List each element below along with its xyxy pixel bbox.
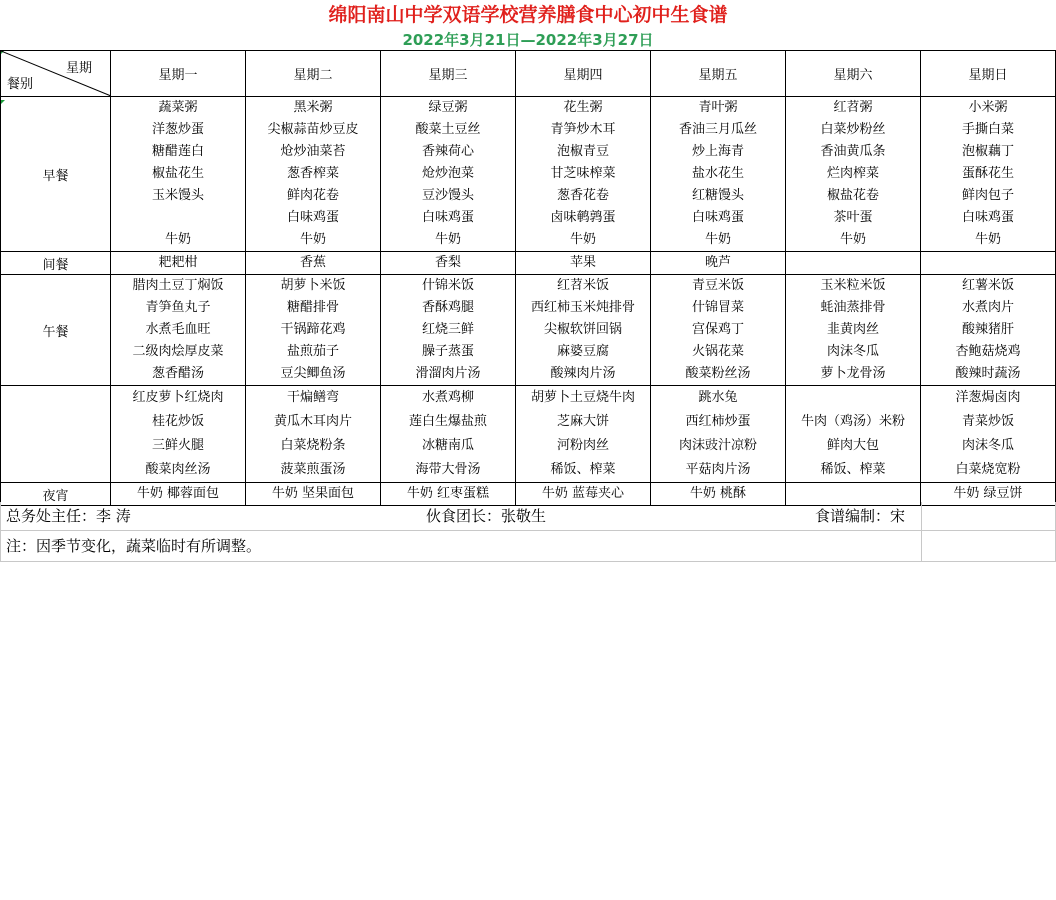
menu-item: 肉沫冬瓜 — [786, 341, 921, 363]
menu-item: 臊子蒸蛋 — [381, 341, 516, 363]
dinner-row — [1, 410, 1056, 434]
menu-item: 酸菜肉丝汤 — [111, 458, 246, 483]
menu-item: 青菜炒饭 — [921, 410, 1056, 434]
menu-item: 牛肉（鸡汤）米粉 — [786, 410, 921, 434]
day-header: 星期日 — [921, 51, 1056, 97]
breakfast-row — [1, 163, 1056, 185]
menu-table — [0, 50, 1056, 506]
menu-item: 白味鸡蛋 — [246, 207, 381, 229]
lunch-row — [1, 319, 1056, 341]
menu-item: 蚝油蒸排骨 — [786, 297, 921, 319]
menu-item: 什锦米饭 — [381, 275, 516, 298]
menu-item: 胡萝卜土豆烧牛肉 — [516, 386, 651, 411]
breakfast-label: 早餐 — [1, 97, 111, 252]
header-corner — [1, 51, 111, 97]
menu-item: 玉米馒头 — [111, 185, 246, 207]
menu-item: 炝炒油菜苔 — [246, 141, 381, 163]
menu-item: 红苕米饭 — [516, 275, 651, 298]
menu-item: 稀饭、榨菜 — [516, 458, 651, 483]
day-header: 星期三 — [381, 51, 516, 97]
menu-item: 水煮鸡柳 — [381, 386, 516, 411]
director-label: 总务处主任：李 涛 — [6, 507, 131, 525]
menu-item: 白菜烧粉条 — [246, 434, 381, 458]
menu-item: 牛奶 — [111, 229, 246, 252]
menu-item: 白味鸡蛋 — [921, 207, 1056, 229]
menu-item: 桂花炒饭 — [111, 410, 246, 434]
menu-item: 什锦冒菜 — [651, 297, 786, 319]
menu-item: 二级肉烩厚皮菜 — [111, 341, 246, 363]
menu-item: 盐煎茄子 — [246, 341, 381, 363]
menu-item: 跳水兔 — [651, 386, 786, 411]
breakfast-row — [1, 141, 1056, 163]
menu-item: 香油黄瓜条 — [786, 141, 921, 163]
dinner-row — [1, 434, 1056, 458]
menu-item: 青笋鱼丸子 — [111, 297, 246, 319]
breakfast-row — [1, 119, 1056, 141]
menu-item: 炝炒泡菜 — [381, 163, 516, 185]
divider — [921, 502, 922, 562]
menu-item: 宫保鸡丁 — [651, 319, 786, 341]
menu-item: 白味鸡蛋 — [651, 207, 786, 229]
menu-item: 香辣荷心 — [381, 141, 516, 163]
menu-item: 盐水花生 — [651, 163, 786, 185]
menu-item: 麻婆豆腐 — [516, 341, 651, 363]
menu-item: 白菜炒粉丝 — [786, 119, 921, 141]
menu-item: 酸辣肉片汤 — [516, 363, 651, 386]
menu-item: 香油三月瓜丝 — [651, 119, 786, 141]
menu-item: 泡椒藕丁 — [921, 141, 1056, 163]
menu-item: 干锅蹄花鸡 — [246, 319, 381, 341]
menu-item: 水煮毛血旺 — [111, 319, 246, 341]
menu-item: 甘芝味榨菜 — [516, 163, 651, 185]
menu-item: 鲜肉包子 — [921, 185, 1056, 207]
breakfast-row — [1, 207, 1056, 229]
menu-item: 洋葱焗卤肉 — [921, 386, 1056, 411]
lunch-label: 午餐 — [1, 275, 111, 386]
menu-item: 西红柿炒蛋 — [651, 410, 786, 434]
menu-item: 红苕粥 — [786, 97, 921, 120]
divider — [0, 530, 1056, 531]
menu-item: 稀饭、榨菜 — [786, 458, 921, 483]
menu-item: 鲜肉大包 — [786, 434, 921, 458]
menu-item: 酸辣猪肝 — [921, 319, 1056, 341]
weekday-label: 星期 — [65, 61, 92, 76]
menu-item: 糖醋莲白 — [111, 141, 246, 163]
menu-item: 白味鸡蛋 — [381, 207, 516, 229]
menu-item: 豆尖鲫鱼汤 — [246, 363, 381, 386]
menu-item: 三鲜火腿 — [111, 434, 246, 458]
menu-item: 香酥鸡腿 — [381, 297, 516, 319]
menu-item: 火锅花菜 — [651, 341, 786, 363]
dinner-row — [1, 386, 1056, 411]
menu-item: 晚芦 — [651, 252, 786, 275]
menu-item: 滑溜肉片汤 — [381, 363, 516, 386]
menu-item: 卤味鹌鹑蛋 — [516, 207, 651, 229]
menu-item: 胡萝卜米饭 — [246, 275, 381, 298]
menu-item: 西红柿玉米炖排骨 — [516, 297, 651, 319]
menu-item: 菠菜煎蛋汤 — [246, 458, 381, 483]
menu-item: 青叶粥 — [651, 97, 786, 120]
night-snack-label: 夜宵 — [1, 483, 111, 506]
menu-item: 绿豆粥 — [381, 97, 516, 120]
day-header: 星期二 — [246, 51, 381, 97]
page-title: 绵阳南山中学双语学校营养膳食中心初中生食谱 — [328, 4, 728, 26]
lunch-row — [1, 297, 1056, 319]
menu-item: 酸菜土豆丝 — [381, 119, 516, 141]
menu-item: 葱香醋汤 — [111, 363, 246, 386]
menu-item: 牛奶 — [516, 229, 651, 252]
menu-item: 牛奶 红枣蛋糕 — [381, 483, 516, 506]
menu-item: 牛奶 — [246, 229, 381, 252]
menu-item: 河粉肉丝 — [516, 434, 651, 458]
menu-item: 椒盐花卷 — [786, 185, 921, 207]
breakfast-row — [1, 97, 1056, 120]
day-header: 星期五 — [651, 51, 786, 97]
menu-item — [921, 252, 1056, 275]
menu-item: 香蕉 — [246, 252, 381, 275]
menu-item: 肉沫冬瓜 — [921, 434, 1056, 458]
menu-item: 牛奶 桃酥 — [651, 483, 786, 506]
menu-item: 黑米粥 — [246, 97, 381, 120]
menu-item: 耙耙柑 — [111, 252, 246, 275]
menu-item: 牛奶 — [921, 229, 1056, 252]
menu-item: 青笋炒木耳 — [516, 119, 651, 141]
snack-label: 间餐 — [1, 252, 111, 275]
day-header: 星期一 — [111, 51, 246, 97]
menu-item: 苹果 — [516, 252, 651, 275]
day-header: 星期四 — [516, 51, 651, 97]
menu-item: 萝卜龙骨汤 — [786, 363, 921, 386]
menu-item: 红皮萝卜红烧肉 — [111, 386, 246, 411]
menu-item — [786, 386, 921, 411]
menu-item: 小米粥 — [921, 97, 1056, 120]
category-label: 餐别 — [7, 77, 34, 92]
menu-item: 酸辣时蔬汤 — [921, 363, 1056, 386]
header-row — [1, 51, 1056, 97]
menu-item: 玉米粒米饭 — [786, 275, 921, 298]
compiler-label: 食谱编制：宋 — [815, 507, 906, 525]
menu-item: 酸菜粉丝汤 — [651, 363, 786, 386]
menu-item: 白菜烧宽粉 — [921, 458, 1056, 483]
lunch-row — [1, 341, 1056, 363]
menu-item: 青豆米饭 — [651, 275, 786, 298]
divider — [0, 502, 1, 562]
menu-item: 水煮肉片 — [921, 297, 1056, 319]
dinner-row — [1, 458, 1056, 483]
menu-item: 芝麻大饼 — [516, 410, 651, 434]
dinner-label — [1, 386, 111, 483]
menu-item: 尖椒软饼回锅 — [516, 319, 651, 341]
mess-leader-label: 伙食团长：张敬生 — [426, 507, 547, 525]
menu-item: 茶叶蛋 — [786, 207, 921, 229]
date-range: 2022年3月21日—2022年3月27日 — [402, 31, 654, 49]
menu-item: 红烧三鲜 — [381, 319, 516, 341]
menu-item: 韭黄肉丝 — [786, 319, 921, 341]
menu-item: 尖椒蒜苗炒豆皮 — [246, 119, 381, 141]
menu-item: 蔬菜粥 — [111, 97, 246, 120]
menu-item: 糖醋排骨 — [246, 297, 381, 319]
lunch-row — [1, 363, 1056, 386]
menu-item: 鲜肉花卷 — [246, 185, 381, 207]
menu-item: 椒盐花生 — [111, 163, 246, 185]
menu-item: 干煸鳝弯 — [246, 386, 381, 411]
breakfast-row — [1, 185, 1056, 207]
menu-item: 平菇肉片汤 — [651, 458, 786, 483]
menu-item — [111, 207, 246, 229]
menu-item: 炒上海青 — [651, 141, 786, 163]
menu-item: 莲白生爆盐煎 — [381, 410, 516, 434]
menu-item: 蛋酥花生 — [921, 163, 1056, 185]
breakfast-row — [1, 229, 1056, 252]
menu-item: 牛奶 — [381, 229, 516, 252]
menu-item: 葱香花卷 — [516, 185, 651, 207]
menu-item: 红薯米饭 — [921, 275, 1056, 298]
menu-item: 洋葱炒蛋 — [111, 119, 246, 141]
lunch-row — [1, 275, 1056, 298]
menu-item: 手撕白菜 — [921, 119, 1056, 141]
menu-item: 冰糖南瓜 — [381, 434, 516, 458]
menu-item: 葱香榨菜 — [246, 163, 381, 185]
menu-item: 牛奶 椰蓉面包 — [111, 483, 246, 506]
day-header: 星期六 — [786, 51, 921, 97]
menu-item: 香梨 — [381, 252, 516, 275]
menu-item: 花生粥 — [516, 97, 651, 120]
menu-item: 烂肉榨菜 — [786, 163, 921, 185]
menu-item: 泡椒青豆 — [516, 141, 651, 163]
snack-row — [1, 252, 1056, 275]
menu-item: 牛奶 绿豆饼 — [921, 483, 1056, 506]
menu-item: 杏鲍菇烧鸡 — [921, 341, 1056, 363]
menu-item: 肉沫豉汁凉粉 — [651, 434, 786, 458]
menu-item: 牛奶 坚果面包 — [246, 483, 381, 506]
menu-note: 注：因季节变化，蔬菜临时有所调整。 — [6, 537, 262, 555]
menu-item — [786, 252, 921, 275]
menu-item: 黄瓜木耳肉片 — [246, 410, 381, 434]
menu-item: 豆沙馒头 — [381, 185, 516, 207]
divider — [0, 561, 1056, 562]
menu-item: 牛奶 — [786, 229, 921, 252]
menu-item: 牛奶 蓝莓夹心 — [516, 483, 651, 506]
menu-item: 海带大骨汤 — [381, 458, 516, 483]
menu-item: 牛奶 — [651, 229, 786, 252]
menu-item: 腊肉土豆丁焖饭 — [111, 275, 246, 298]
menu-item: 红糖馒头 — [651, 185, 786, 207]
